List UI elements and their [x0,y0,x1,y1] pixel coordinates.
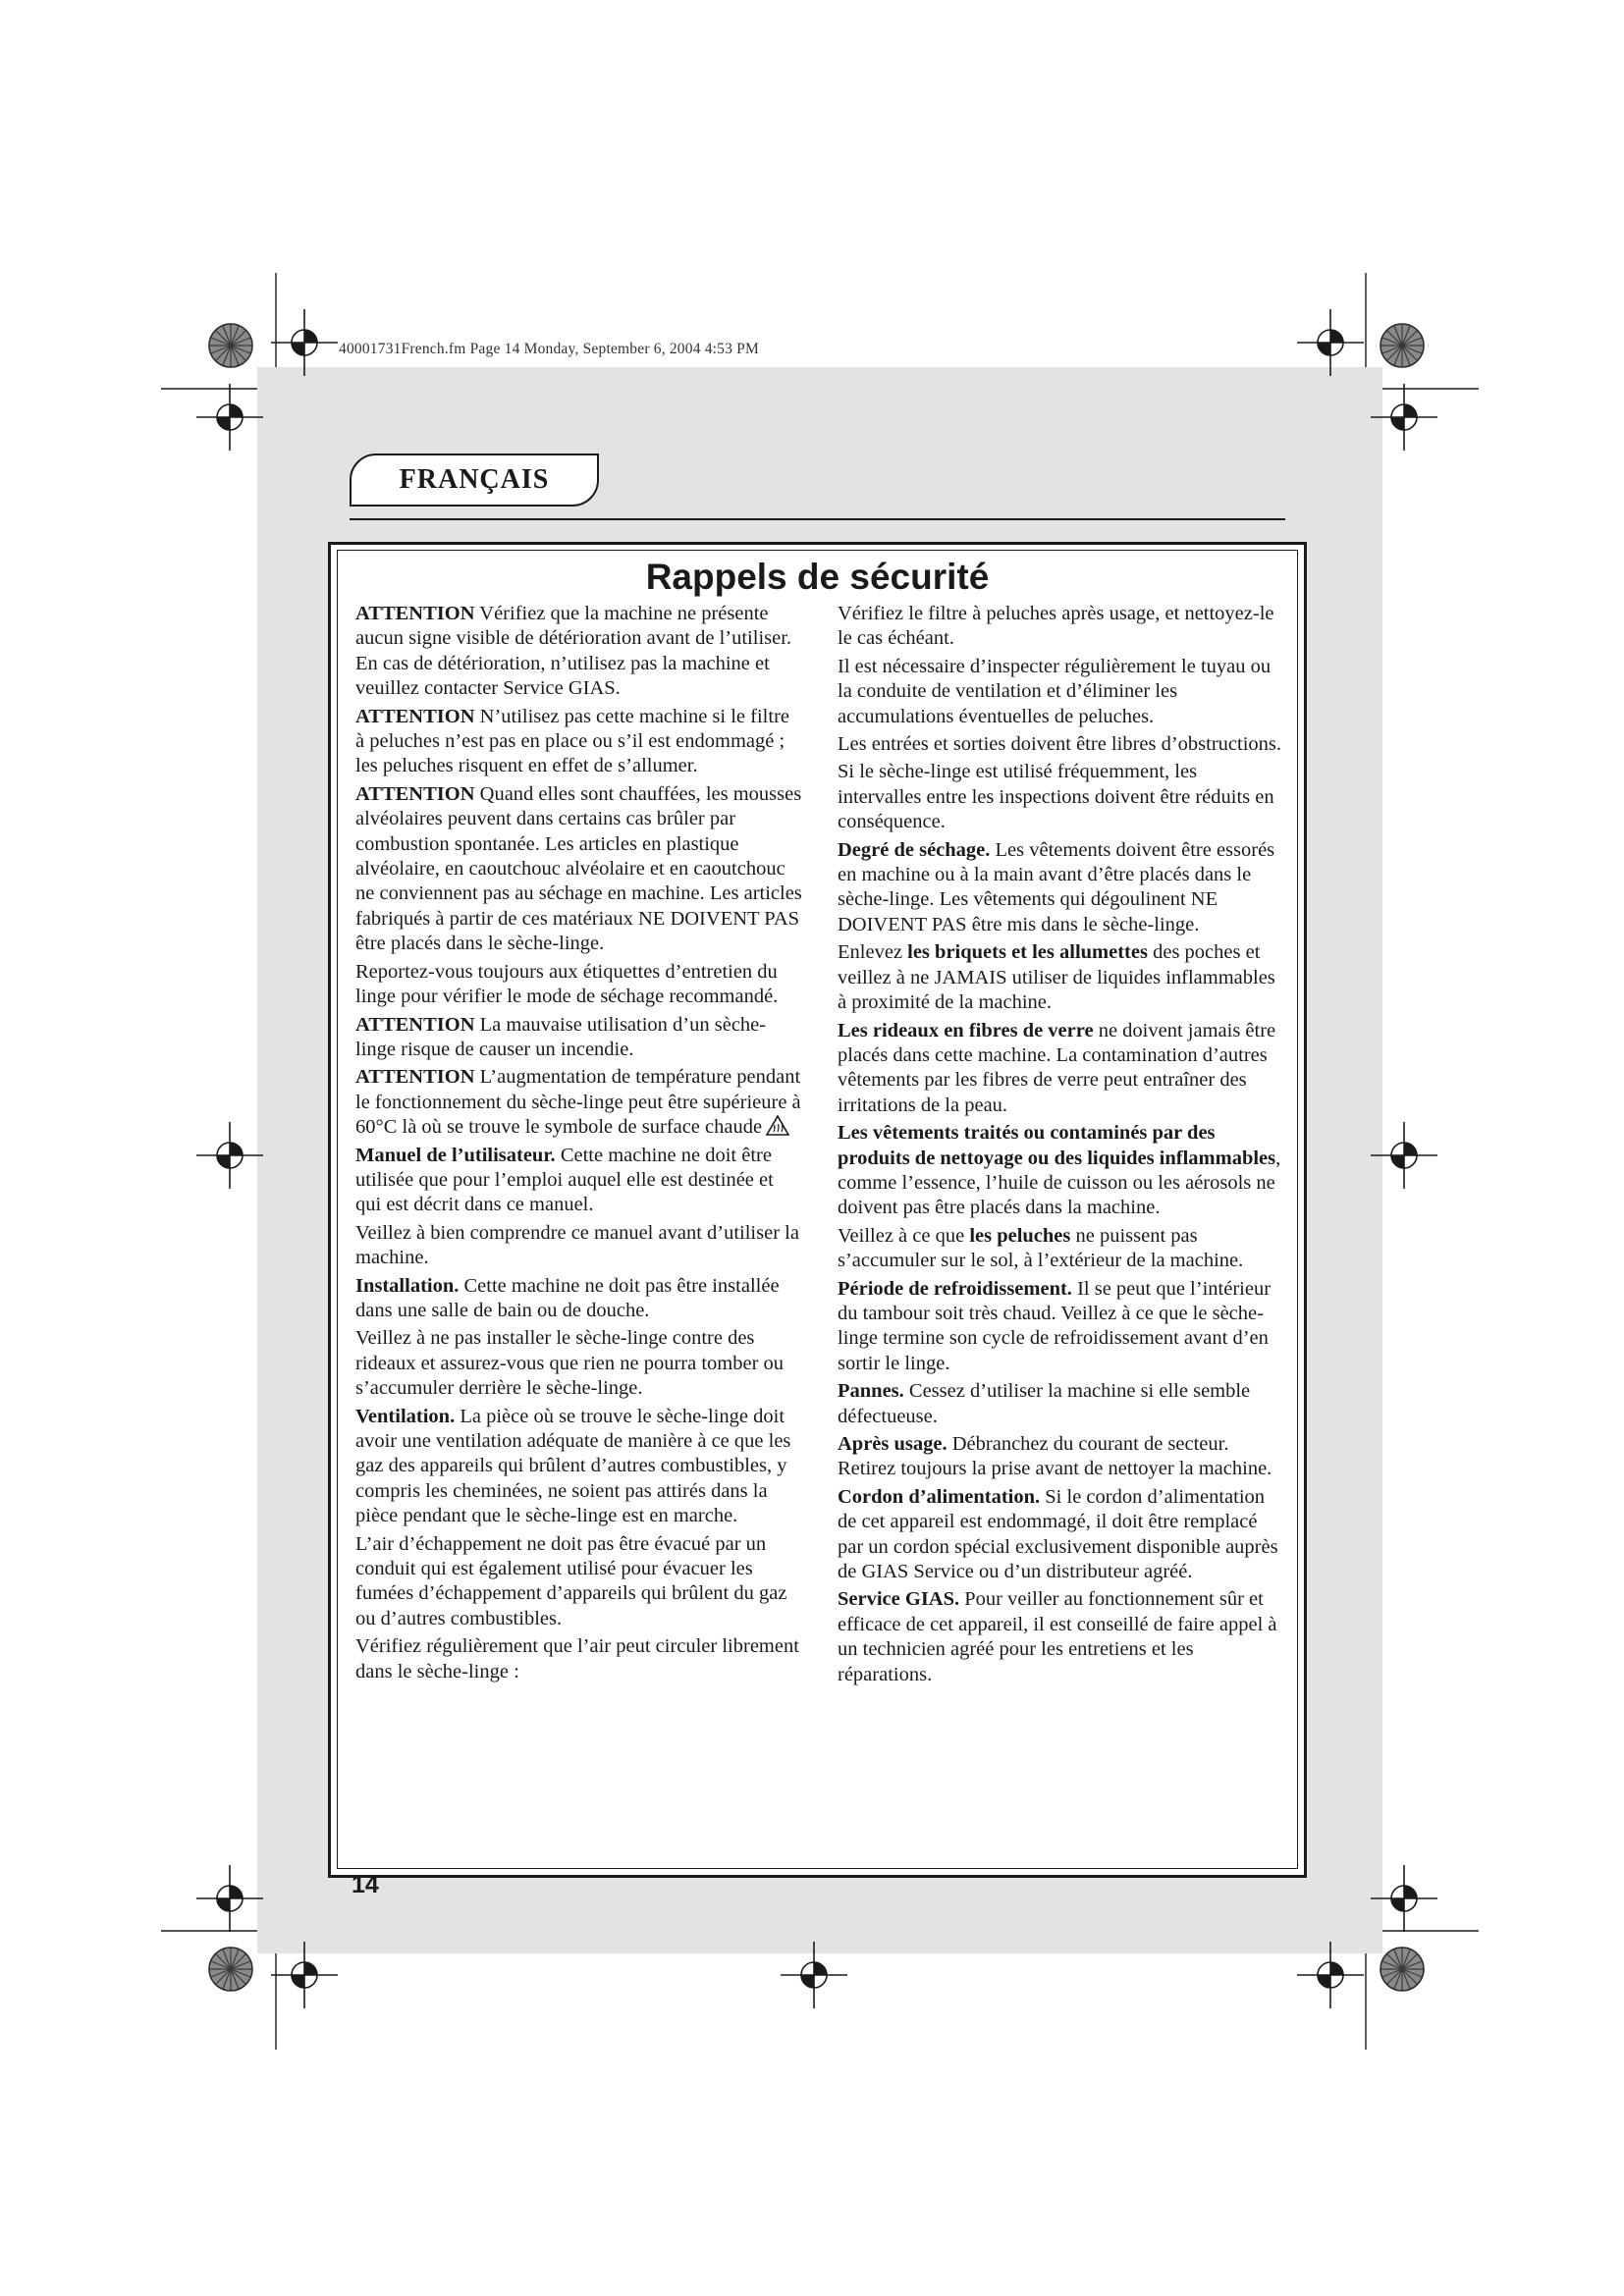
crop-color-target-icon [1380,324,1424,367]
paragraph-lead: ATTENTION [355,603,475,624]
paragraph [355,782,802,957]
paragraph-lead: Après usage. [838,1433,947,1455]
crop-color-target-icon [209,324,252,367]
paragraph [355,602,802,702]
paragraph-text: Pour veiller au fonctionnement sûr et efficace de cet appareil, il est conseillé de faire appel à un technicien agréé pour les entretiens et les réparations. [838,1588,1277,1685]
paragraph-lead: ATTENTION [355,782,475,805]
paragraph [355,1532,802,1632]
paragraph-lead: Manuel de l’utilisateur. [355,1144,556,1166]
paragraph-text: Veillez à ne pas installer le sèche-linge contre des rideaux et assurez-vous que rien ne pourra tomber ou s’accumuler derrière le sèche-linge. [355,1327,785,1400]
section-title: Rappels de sécurité [645,557,990,597]
paragraph [355,960,802,1010]
paragraph-text: Cette machine ne doit être utilisée que pour l’emploi auquel elle est destinée et qui est décrit dans ce manuel. [355,1144,774,1216]
paragraph [838,1121,1284,1221]
paragraph-text: Il se peut que l’intérieur du tambour soit très chaud. Veillez à ce que le sèche-linge termine son cycle de refroidissement avant d’en sortir le linge. [838,1277,1272,1374]
paragraph [838,1485,1284,1585]
language-tab [350,454,599,507]
paragraph-text: La pièce où se trouve le sèche-linge doit avoir une ventilation adéquate de manière à ce que les gaz des appareils qui brûlent d’autres combustibles, y compris les cheminées, ne soient pas attirés dans la pièce pendant que le sèche-linge est en marche. [355,1405,791,1527]
paragraph-text: Si le sèche-linge est utilisé fréquemment, les intervalles entre les inspections doivent être réduits en conséquence. [838,761,1274,833]
paragraph-pre: Veillez à ce que [838,1224,970,1247]
paragraph-pre: Enlevez [838,941,908,964]
paragraph [355,1405,802,1529]
paragraph-lead: ATTENTION [355,705,475,727]
paragraph [355,1326,802,1401]
paragraph-text: La mauvaise utilisation d’un sèche-linge risque de causer un incendie. [355,1013,767,1060]
registration-mark-icon [1371,1865,1437,1932]
paragraph [355,1144,802,1218]
left-column [355,602,802,1687]
paragraph [838,655,1284,729]
paragraph-text: Vérifiez que la machine ne présente aucun signe visible de détérioration avant de l’utiliser. En cas de détérioration, n’utilisez pas la machine et veuillez contacter Service GIAS. [355,603,792,700]
page-number: 14 [352,1871,379,1898]
paragraph-lead: Période de refroidissement. [838,1277,1072,1300]
paragraph-lead: les briquets et les allumettes [907,941,1148,964]
paragraph [838,1277,1284,1377]
paragraph-lead: Degré de séchage. [838,838,991,861]
paragraph-lead: Cordon d’alimentation. [838,1485,1041,1508]
paragraph-lead: Service GIAS. [838,1588,960,1611]
paragraph [355,1065,802,1140]
paragraph [838,838,1284,938]
paragraph-text: Quand elles sont chauffées, les mousses alvéolaires peuvent dans certains cas brûler par combustion spontanée. Les articles en plastique alvéolaire, en caoutchouc alvéolaire et en caoutchouc ne conviennent pas au séchage en machine. Les articles fabriqués à partir de ces matériaux NE DOIVENT PAS être placés dans le sèche-linge. [355,782,802,955]
registration-mark-icon [271,1942,338,2008]
registration-mark-icon [1297,309,1364,376]
registration-mark-icon [271,309,338,376]
paragraph-text: Si le cordon d’alimentation de cet appareil est endommagé, il doit être remplacé par un cordon spécial exclusivement disponible auprès de GIAS Service ou d’un distributeur agréé. [838,1485,1278,1583]
registration-mark-icon [196,384,263,451]
paragraph-lead: les peluches [969,1224,1071,1247]
paragraph [355,705,802,779]
paragraph-text: Vérifiez le filtre à peluches après usage, et nettoyez-le le cas échéant. [838,603,1274,650]
paragraph-lead: Les vêtements traités ou contaminés par des produits de nettoyage ou des liquides inflammables [838,1122,1276,1169]
paragraph-text: Les entrées et sorties doivent être libres d’obstructions. [838,733,1282,756]
registration-mark-icon [1297,1942,1364,2008]
crop-color-target-icon [209,1948,252,1991]
paragraph [838,1587,1284,1687]
paragraph-text: Cette machine ne doit pas être installée dans une salle de bain ou de douche. [355,1274,780,1321]
registration-mark-icon [1371,384,1437,451]
paragraph [838,602,1284,652]
paragraph-text: L’air d’échappement ne doit pas être évacué par un conduit qui est également utilisé pour évacuer les fumées d’échappement d’appareils qui brûlent du gaz ou d’autres combustibles. [355,1532,787,1629]
paragraph [838,1019,1284,1119]
paragraph-lead: ATTENTION [355,1013,475,1036]
right-column [838,602,1284,1690]
paragraph-text: Reportez-vous toujours aux étiquettes d’entretien du linge pour vérifier le mode de séchage recommandé. [355,960,779,1008]
paragraph [355,1013,802,1063]
paragraph-text: Les vêtements doivent être essorés en machine ou à la main avant d’être placés dans le sèche-linge. Les vêtements qui dégoulinent NE DOIVENT PAS être mis dans le sèche-linge. [838,838,1275,935]
paragraph [838,760,1284,834]
paragraph [838,732,1284,757]
paragraph-text: , comme l’essence, l’huile de cuisson ou les aérosols ne doivent pas être placés dans la machine. [838,1147,1281,1219]
registration-mark-icon [196,1865,263,1932]
paragraph-text: N’utilisez pas cette machine si le filtre à peluches n’est pas en place ou s’il est endommagé ; les peluches risquent en effet de s’allumer. [355,705,789,777]
paragraph-lead: Les rideaux en fibres de verre [838,1019,1094,1041]
paragraph-lead: ATTENTION [355,1066,475,1089]
paragraph [355,1274,802,1324]
paragraph-text: Vérifiez régulièrement que l’air peut circuler librement dans le sèche-linge : [355,1635,799,1682]
paragraph-text: Veillez à bien comprendre ce manuel avant d’utiliser la machine. [355,1221,799,1269]
paragraph-text: ne puissent pas s’accumuler sur le sol, à l’extérieur de la machine. [838,1224,1244,1272]
paragraph-text: ne doivent jamais être placés dans cette machine. La contamination d’autres vêtements par les fibres de verre peut entraîner des irritations de la peau. [838,1019,1276,1116]
paragraph [838,1379,1284,1429]
paragraph [355,1221,802,1271]
registration-mark-icon [1371,1122,1437,1189]
paragraph-text: Cessez d’utiliser la machine si elle semble défectueuse. [838,1380,1251,1427]
header-rule [350,518,1285,520]
language-label: FRANÇAIS [399,464,550,495]
registration-mark-icon [781,1942,847,2008]
paragraph [355,1634,802,1684]
print-header: 40001731French.fm Page 14 Monday, September 6, 2004 4:53 PM [339,341,759,357]
paragraph [838,1432,1284,1482]
paragraph-lead: Pannes. [838,1380,904,1403]
paragraph-lead: Installation. [355,1274,460,1297]
paragraph-text: Il est nécessaire d’inspecter régulièrement le tuyau ou la conduite de ventilation et d’éliminer les accumulations éventuelles de peluches. [838,655,1272,727]
registration-mark-icon [196,1122,263,1189]
hot-surface-warning-icon [766,1115,789,1136]
paragraph [838,1224,1284,1274]
paragraph-text: L’augmentation de température pendant le fonctionnement du sèche-linge peut être supérieure à 60°C là où se trouve le symbole de surface chaude [355,1066,801,1139]
paragraph-lead: Ventilation. [355,1405,456,1427]
paragraph-text: Débranchez du courant de secteur. Retirez toujours la prise avant de nettoyer la machine. [838,1433,1272,1480]
paragraph [838,940,1284,1015]
paragraph-text: des poches et veillez à ne JAMAIS utiliser de liquides inflammables à proximité de la machine. [838,941,1275,1014]
crop-color-target-icon [1380,1948,1424,1991]
